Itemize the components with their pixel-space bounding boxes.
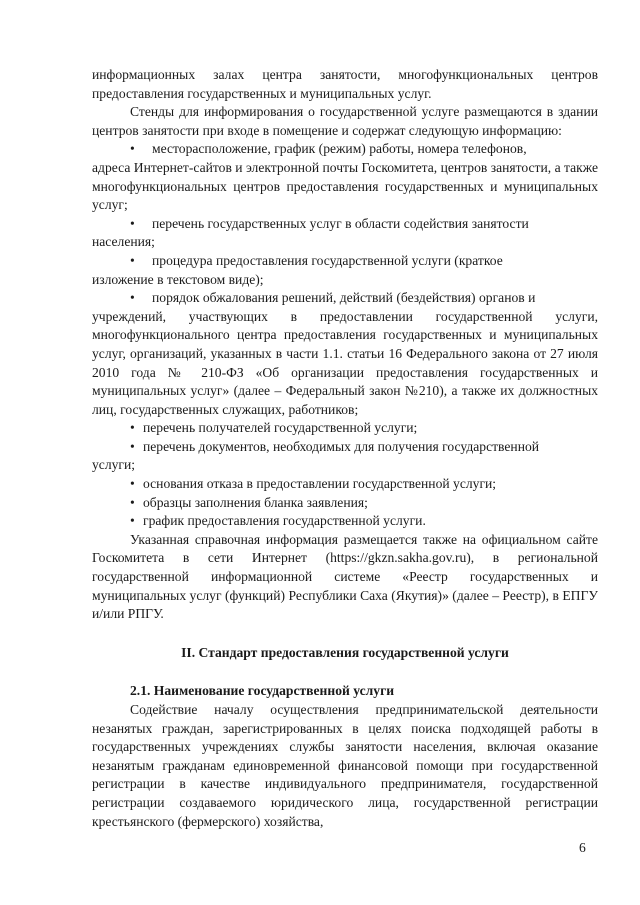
bullet-list-narrow	[92, 419, 598, 531]
bullet-item-first-line	[92, 494, 598, 513]
bullet-icon: •	[130, 513, 135, 529]
bullet-text: порядок обжалования решений, действий (бездействия) органов и	[152, 290, 536, 306]
bullet-text: перечень получателей государственной услуги;	[143, 420, 418, 436]
bullet-item-first-line	[92, 252, 598, 271]
bullet-item-continuation: учреждений, участвующих в предоставлении государственной услуги, многофункционального центра предоставления государственных и муниципальных услуг, организаций, указанных в части 1.1. статьи 16 Федерального закона от 27 июля 2010 года № 210-ФЗ «Об организации предоставления государственных и муниципальных услуг» (далее – Федеральный закон №210), а также их должностных лиц, государственных служащих, работников;	[92, 308, 598, 417]
bullet-text: образцы заполнения бланка заявления;	[143, 494, 368, 510]
bullet-item-first-line	[92, 215, 598, 234]
bullet-icon: •	[130, 420, 135, 436]
bullet-item-first-line	[92, 512, 598, 531]
bullet-text: перечень государственных услуг в области содействия занятости	[152, 215, 529, 231]
bullet-text: перечень документов, необходимых для получения государственной	[143, 438, 540, 454]
section-title: II. Стандарт предоставления государственной услуги	[181, 644, 509, 660]
bullet-item-first-line	[92, 438, 598, 457]
bullet-text: процедура предоставления государственной услуги (краткое	[152, 252, 503, 268]
bullet-icon: •	[130, 494, 135, 510]
bullet-icon: •	[130, 290, 135, 306]
bullet-icon: •	[130, 215, 135, 231]
bullet-item-continuation: услуги;	[92, 457, 136, 473]
service-paragraph: Содействие началу осуществления предпринимательской деятельности незанятых граждан, зарегистрированных в целях поиска подходящей работы в государственных учреждениях службы занятости населения, включая оказание незанятым гражданам единовременной финансовой помощи при государственной регистрации в качестве индивидуального предпринимателя, государственной регистрации создаваемого юридического лица, государственной регистрации крестьянского (фермерского) хозяйства,	[92, 702, 598, 829]
bullet-icon: •	[130, 438, 135, 454]
bullet-text: месторасположение, график (режим) работы, номера телефонов,	[152, 141, 527, 157]
bullet-text: график предоставления государственной услуги.	[143, 513, 426, 529]
bullet-item-continuation: населения;	[92, 234, 155, 250]
intro-continuation: информационных залах центра занятости, многофункциональных центров предоставления государственных и муниципальных услуг.	[92, 67, 598, 101]
stands-paragraph: Стенды для информирования о государственной услуге размещаются в здании центров занятости при входе в помещение и содержат следующую информацию:	[92, 104, 598, 138]
bullet-item-first-line	[92, 419, 598, 438]
bullet-item-first-line	[92, 140, 598, 159]
bullet-item-continuation: адреса Интернет-сайтов и электронной почты Госкомитета, центров занятости, а также многофункциональных центров предоставления государственных и муниципальных услуг;	[92, 159, 598, 213]
bullet-icon: •	[130, 476, 135, 492]
subsection-title: 2.1. Наименование государственной услуги	[130, 683, 395, 699]
bullet-item-first-line	[92, 289, 598, 308]
reference-paragraph: Указанная справочная информация размещается также на официальном сайте Госкомитета в сети Интернет (https://gkzn.sakha.gov.ru), в региональной государственной информационной системе «Реестр государственных и муниципальных услуг (функций) Республики Саха (Якутия)» (далее – Реестр), в ЕПГУ и/или РПГУ.	[92, 531, 598, 622]
bullet-item-continuation: изложение в текстовом виде);	[92, 271, 264, 287]
bullet-text: основания отказа в предоставлении государственной услуги;	[143, 476, 497, 492]
page-number: 6	[579, 840, 586, 855]
bullet-icon: •	[130, 141, 135, 157]
bullet-item-first-line	[92, 475, 598, 494]
bullet-icon: •	[130, 252, 135, 268]
bullet-list-wide	[92, 140, 598, 419]
document-page	[92, 66, 598, 831]
